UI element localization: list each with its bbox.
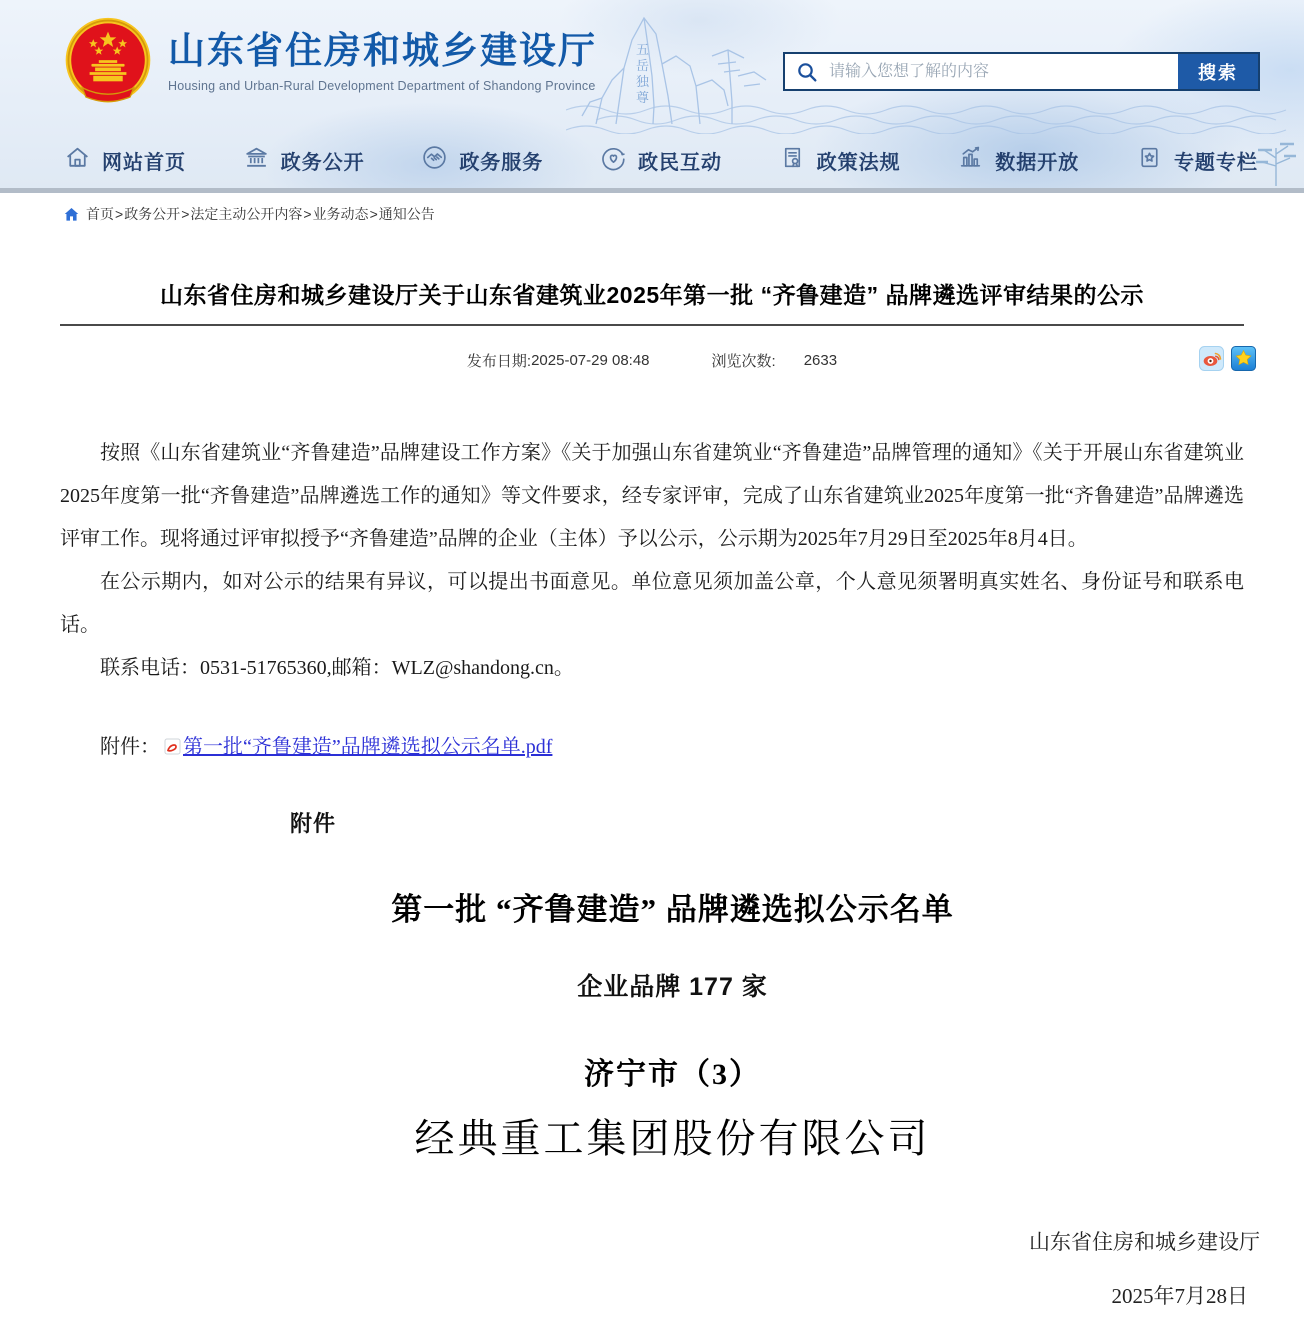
svg-text:岳: 岳 (636, 58, 650, 73)
attachment-doc-subtitle: 企业品牌 177 家 (577, 973, 768, 1002)
svg-text:独: 独 (636, 74, 650, 89)
signature-agency: 山东省住房和城乡建设厅 (1029, 1230, 1260, 1255)
breadcrumb-item-notices[interactable]: 通知公告 (378, 206, 435, 222)
national-emblem-icon (62, 16, 154, 108)
nav-item-home[interactable] (64, 144, 186, 176)
site-title: 山东省住房和城乡建设厅 (168, 30, 597, 72)
breadcrumb-item-business[interactable]: 业务动态 (312, 206, 369, 222)
site-header (0, 0, 1304, 188)
city-heading: 济宁市（3） (584, 1058, 761, 1092)
qzone-share-icon[interactable] (1231, 346, 1256, 371)
nav-label: 政民互动 (637, 151, 722, 174)
site-subtitle: Housing and Urban-Rural Development Department of Shandong Province (168, 78, 596, 93)
home-icon (64, 144, 91, 176)
signature-block (60, 1226, 1260, 1330)
attachment-row (60, 730, 1244, 759)
search-box (783, 52, 1260, 91)
breadcrumb-item-statutory[interactable]: 法定主动公开内容 (190, 206, 303, 222)
article-meta (60, 346, 1244, 374)
paragraph-1: 按照《山东省建筑业“齐鲁建造”品牌建设工作方案》《关于加强山东省建筑业“齐鲁建造”品牌管理的通知》《关于开展山东省建筑业2025年度第一批“齐鲁建造”品牌遴选工作的通知》等文件要求，经专家评审，完成了山东省建筑业2025年度第一批“齐鲁建造”品牌遴选评审工作。现将通过评审拟授予“齐鲁建造”品牌的企业（主体）予以公示，公示期为2025年7月29日至2025年8月4日。 (60, 442, 1244, 551)
share-buttons (1199, 346, 1256, 371)
attachment-link[interactable]: 第一批“齐鲁建造”品牌遴选拟公示名单.pdf (183, 736, 553, 759)
publish-date: 2025-07-29 08:48 (531, 351, 650, 369)
waves-artwork (566, 100, 1302, 134)
nav-item-gov-info[interactable] (243, 144, 365, 176)
search-input[interactable] (829, 54, 1178, 89)
nav-item-special-topics[interactable] (1136, 144, 1258, 176)
article-body (60, 432, 1244, 690)
views-count: 2633 (803, 351, 838, 369)
nav-item-gov-services[interactable] (421, 144, 543, 176)
breadcrumb-separator: > (303, 206, 312, 222)
search-button[interactable]: 搜索 (1178, 54, 1258, 89)
attachment-doc-title: 第一批 “齐鲁建造” 品牌遴选拟公示名单 (391, 892, 954, 928)
signature-date: 2025年7月28日 (1111, 1284, 1248, 1309)
search-icon (785, 54, 829, 89)
company-name: 经典重工集团股份有限公司 (414, 1116, 931, 1162)
views-label: 浏览次数: (711, 352, 776, 370)
pdf-icon (164, 738, 181, 755)
breadcrumb-separator: > (115, 206, 124, 222)
breadcrumb-item-home[interactable]: 首页 (86, 206, 114, 222)
breadcrumb-home-icon (64, 207, 79, 222)
nav-label: 网站首页 (102, 151, 186, 174)
document-seal-icon (779, 144, 806, 176)
handshake-icon (421, 144, 448, 176)
breadcrumb (0, 193, 1304, 235)
svg-text:尊: 尊 (636, 90, 650, 105)
mountain-artwork (578, 6, 788, 134)
weibo-share-icon[interactable] (1199, 346, 1224, 371)
paragraph-2: 在公示期内，如对公示的结果有异议，可以提出书面意见。单位意见须加盖公章，个人意见须署明真实姓名、身份证号和联系电话。 (60, 571, 1244, 637)
breadcrumb-item-gov-info[interactable]: 政务公开 (124, 206, 181, 222)
publish-date-label: 发布日期: (466, 352, 532, 370)
attachment-doc-label: 附件 (290, 811, 337, 837)
main-nav (64, 144, 1258, 176)
nav-label: 政务服务 (459, 151, 544, 174)
paragraph-3: 联系电话：0531-51765360,邮箱：WLZ@shandong.cn。 (100, 657, 574, 680)
nav-label: 数据开放 (995, 151, 1080, 174)
heart-circle-icon (600, 144, 627, 176)
nav-item-policies[interactable] (779, 144, 901, 176)
bank-icon (243, 144, 270, 176)
breadcrumb-separator: > (369, 206, 378, 222)
nav-item-public-interaction[interactable] (600, 144, 722, 176)
article (0, 279, 1304, 1330)
nav-label: 专题专栏 (1173, 151, 1258, 174)
nav-label: 政策法规 (816, 151, 901, 174)
breadcrumb-separator: > (181, 206, 190, 222)
title-divider (60, 324, 1244, 326)
article-title: 山东省住房和城乡建设厅关于山东省建筑业2025年第一批 “齐鲁建造” 品牌遴选评审结果的公示 (160, 282, 1144, 308)
attachment-label: 附件： (100, 736, 160, 759)
document-star-icon (1136, 144, 1163, 176)
nav-label: 政务公开 (280, 151, 365, 174)
svg-text:五: 五 (636, 42, 650, 57)
site-logo[interactable] (62, 16, 597, 108)
attachment-document (290, 807, 1055, 1164)
bar-chart-icon (957, 144, 984, 176)
nav-item-open-data[interactable] (957, 144, 1079, 176)
